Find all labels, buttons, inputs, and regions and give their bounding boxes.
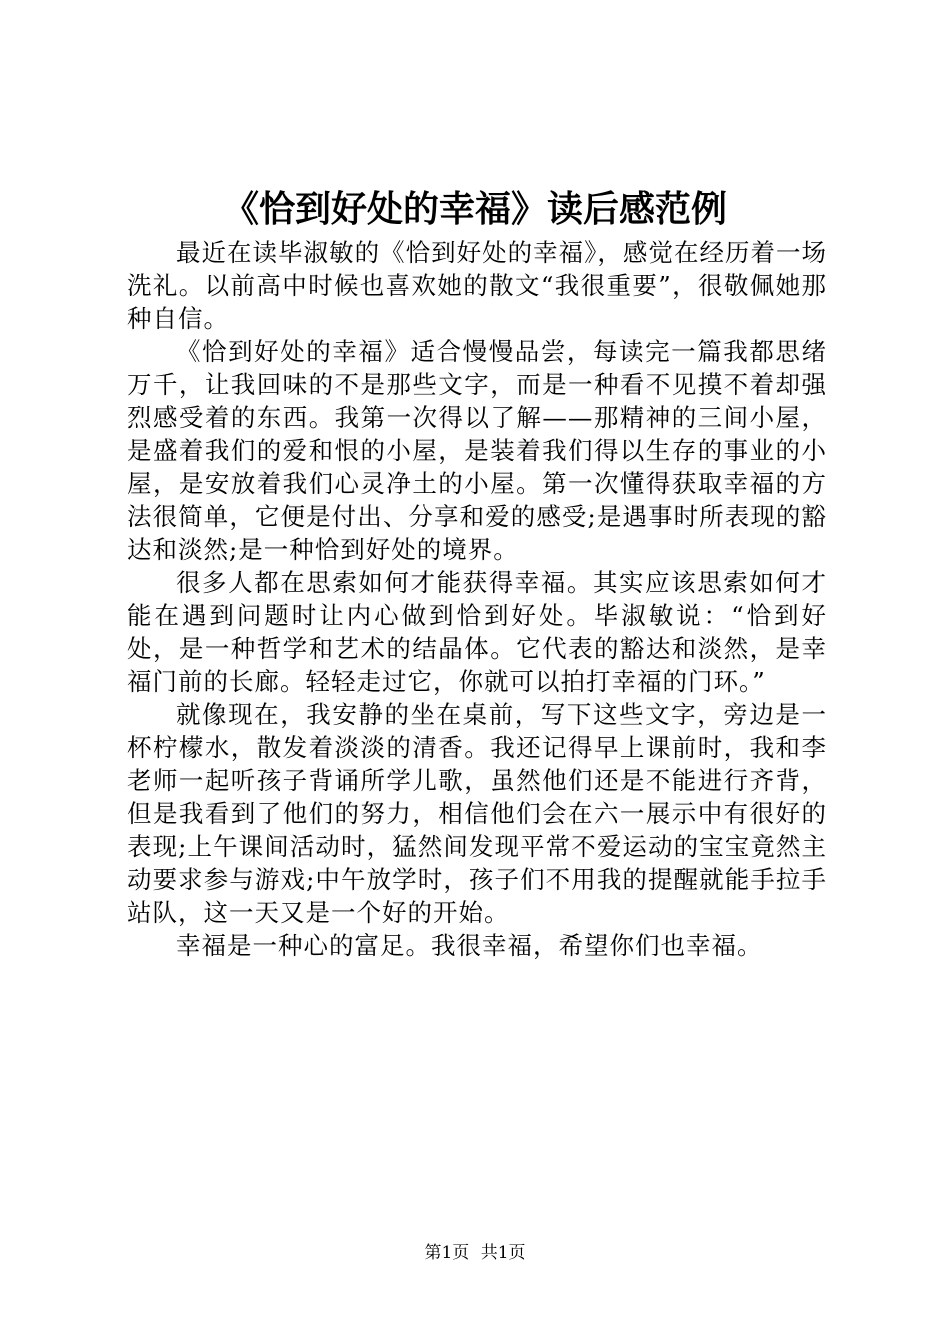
- page-number: 第1页: [424, 1243, 470, 1263]
- paragraph: 幸福是一种心的富足。我很幸福，希望你们也幸福。: [176, 931, 763, 960]
- page-total: 共1页: [480, 1243, 526, 1263]
- paragraph: 最近在读毕淑敏的《恰到好处的幸福》，感觉在经历着一场洗礼。以前高中时候也喜欢她的散文“我很重要”，很敬佩她那种自信。: [127, 238, 827, 333]
- document-title: 《恰到好处的幸福》读后感范例: [222, 188, 727, 230]
- paragraph: 《恰到好处的幸福》适合慢慢品尝，每读完一篇我都思绪万千，让我回味的不是那些文字，而是一种看不见摸不着却强烈感受着的东西。我第一次得以了解——那精神的三间小屋，是盛着我们的爱和恨的小屋，是装着我们得以生存的事业的小屋，是安放着我们心灵净土的小屋。第一次懂得获取幸福的方法很简单，它便是付出、分享和爱的感受;是遇事时所表现的豁达和淡然;是一种恰到好处的境界。: [127, 337, 827, 564]
- paragraph: 很多人都在思索如何才能获得幸福。其实应该思索如何才能在遇到问题时让内心做到恰到好处。毕淑敏说：“恰到好处，是一种哲学和艺术的结晶体。它代表的豁达和淡然，是幸福门前的长廊。轻轻走过它，你就可以拍打幸福的门环。”: [127, 568, 827, 696]
- document-body: [127, 236, 827, 962]
- paragraph: 就像现在，我安静的坐在桌前，写下这些文字，旁边是一杯柠檬水，散发着淡淡的清香。我还记得早上课前时，我和李老师一起听孩子背诵所学儿歌，虽然他们还是不能进行齐背，但是我看到了他们的努力，相信他们会在六一展示中有很好的表现;上午课间活动时，猛然间发现平常不爱运动的宝宝竟然主动要求参与游戏;中午放学时，孩子们不用我的提醒就能手拉手站队，这一天又是一个好的开始。: [127, 700, 827, 927]
- page-footer: [0, 1242, 950, 1264]
